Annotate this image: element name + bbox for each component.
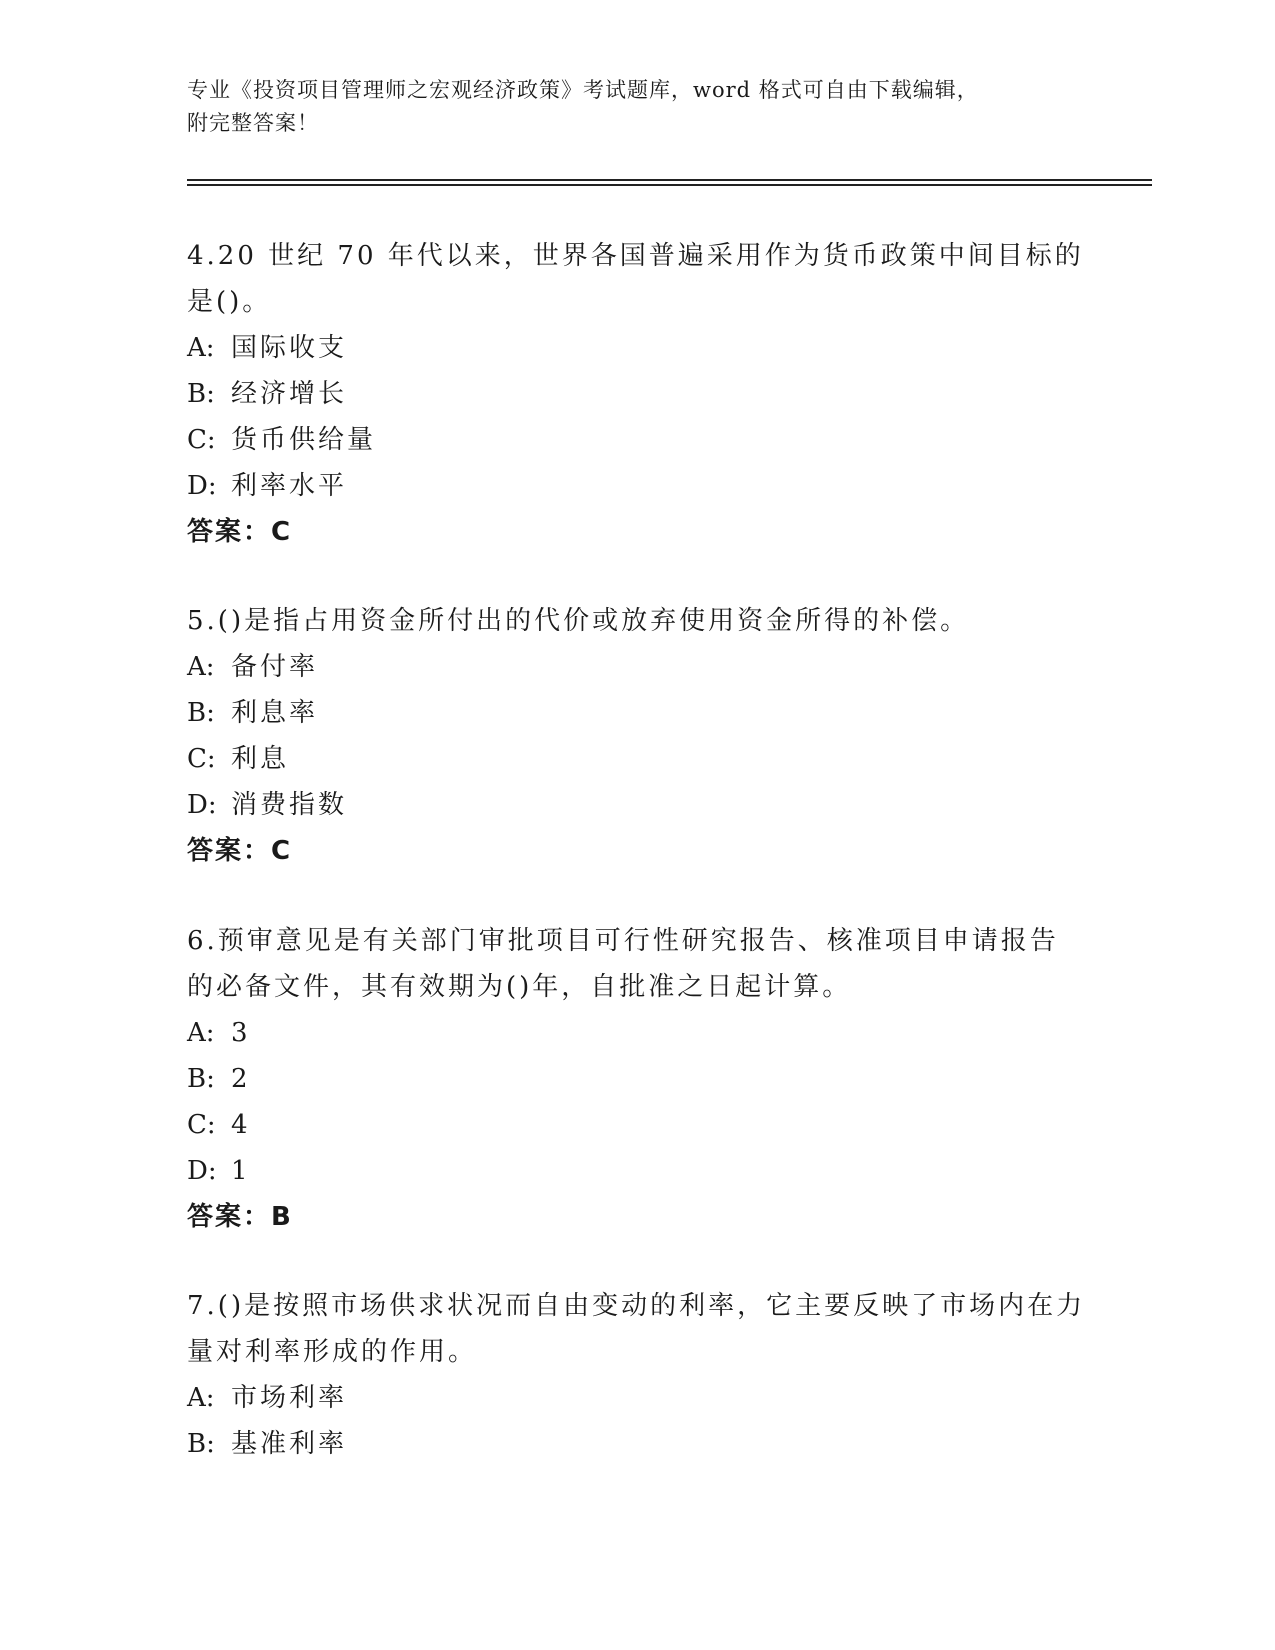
option-key: D:: [187, 471, 217, 501]
option-b: [187, 371, 1087, 417]
option-key: A:: [187, 1018, 215, 1048]
option-key: D:: [187, 1156, 217, 1186]
option-text: 国际收支: [231, 333, 348, 363]
question-text: 4.20 世纪 70 年代以来，世界各国普遍采用作为货币政策中间目标的是()。: [187, 241, 1084, 317]
option-key: A:: [187, 652, 215, 682]
option-b: [187, 1421, 1087, 1467]
option-key: C:: [187, 425, 216, 455]
option-key: D:: [187, 790, 217, 820]
option-c: [187, 417, 1087, 463]
option-key: B:: [187, 379, 215, 409]
question-4: [187, 233, 1087, 555]
option-text: 利息率: [231, 698, 319, 728]
option-text: 货币供给量: [231, 425, 377, 455]
option-c: [187, 1102, 1087, 1148]
answer-line: 答案：C: [187, 517, 293, 547]
question-text: 6.预审意见是有关部门审批项目可行性研究报告、核准项目申请报告的必备文件，其有效期为()年，自批准之日起计算。: [187, 926, 1059, 1002]
option-key: C:: [187, 744, 216, 774]
option-a: [187, 644, 1087, 690]
option-text: 市场利率: [231, 1383, 348, 1413]
option-text: 4: [231, 1110, 251, 1140]
question-text: 5.()是指占用资金所付出的代价或放弃使用资金所得的补偿。: [187, 606, 970, 636]
option-text: 3: [231, 1018, 251, 1048]
option-text: 备付率: [231, 652, 319, 682]
option-key: B:: [187, 1429, 215, 1459]
option-a: [187, 325, 1087, 371]
option-a: [187, 1375, 1087, 1421]
answer-line: 答案：B: [187, 1202, 293, 1232]
document-header: [187, 74, 1067, 140]
question-5: [187, 598, 1087, 874]
option-key: B:: [187, 1064, 215, 1094]
option-text: 2: [231, 1064, 251, 1094]
question-6: [187, 918, 1087, 1240]
option-text: 1: [231, 1156, 251, 1186]
header-divider-top: [187, 179, 1152, 181]
option-key: A:: [187, 1383, 215, 1413]
answer-line: 答案：C: [187, 836, 293, 866]
option-text: 经济增长: [231, 379, 348, 409]
option-b: [187, 690, 1087, 736]
option-key: C:: [187, 1110, 216, 1140]
option-text: 消费指数: [231, 790, 348, 820]
option-text: 利息: [231, 744, 290, 774]
header-line-1: 专业《投资项目管理师之宏观经济政策》考试题库，word 格式可自由下载编辑，: [187, 78, 979, 102]
option-a: [187, 1010, 1087, 1056]
header-divider-bottom: [187, 184, 1152, 186]
option-text: 基准利率: [231, 1429, 348, 1459]
question-text: 7.()是按照市场供求状况而自由变动的利率，它主要反映了市场内在力量对利率形成的作用。: [187, 1291, 1086, 1367]
option-c: [187, 736, 1087, 782]
option-key: B:: [187, 698, 215, 728]
option-d: [187, 782, 1087, 828]
option-text: 利率水平: [231, 471, 348, 501]
option-key: A:: [187, 333, 215, 363]
option-d: [187, 463, 1087, 509]
header-line-2: 附完整答案！: [187, 111, 319, 135]
question-7: [187, 1283, 1087, 1467]
option-d: [187, 1148, 1087, 1194]
option-b: [187, 1056, 1087, 1102]
